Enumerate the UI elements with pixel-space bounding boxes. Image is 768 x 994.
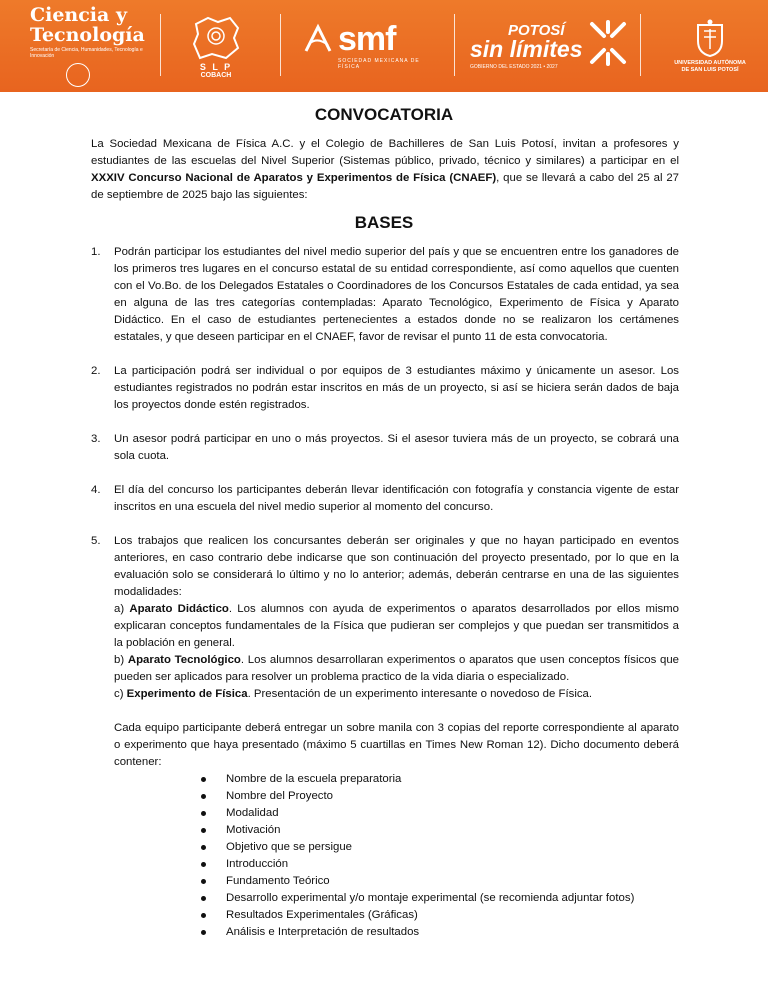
cobach-slp-logo [176, 0, 256, 92]
uaslp-line-1: UNIVERSIDAD AUTÓNOMA [674, 59, 746, 66]
report-paragraph: Cada equipo participante deberá entregar un sobre manila con 3 copias del reporte correspondiente al aparato o experimento que haya presentado (máximo 5 cuartillas en Times New Roman 12). Dicho documento deberá contener: [114, 722, 679, 768]
modality-prefix: b) [114, 654, 128, 666]
slp-map-icon [190, 14, 242, 62]
base-number: 2. [91, 365, 101, 377]
modality-name: Experimento de Física [126, 688, 248, 700]
potosi-text: POTOSÍ [508, 21, 565, 39]
list-item [226, 822, 679, 839]
modality-text: . Presentación de un experimento interesante o novedoso de Física. [247, 688, 593, 700]
list-item-text: Nombre del Proyecto [226, 790, 333, 802]
list-item [226, 873, 679, 890]
divider [160, 14, 161, 76]
intro-text-2: , que se llevará a cabo del 25 al 27 de septiembre de 2025 bajo las siguientes: [91, 172, 679, 201]
page-title: CONVOCATORIA [314, 105, 454, 124]
list-item-text: Motivación [226, 824, 281, 836]
list-item [226, 839, 679, 856]
modality-didactico [114, 601, 679, 652]
base-text: Un asesor podrá participar en uno o más proyectos. Si el asesor tuviera más de un proyecto, se cobrará una sola cuota. [114, 433, 679, 462]
bullet-icon [201, 777, 206, 782]
list-item [226, 907, 679, 924]
list-item-text: Nombre de la escuela preparatoria [226, 773, 402, 785]
list-item [226, 805, 679, 822]
base-text: La participación podrá ser individual o por equipos de 3 estudiantes máximo y únicamente un asesor. Los estudiantes registrados no podrán estar inscritos en más de un proyecto, si así se hiciera serán dados de baja los proyectos donde estén registrados. [114, 365, 679, 411]
divider [640, 14, 641, 76]
base-item-2 [91, 363, 679, 414]
intro-paragraph [91, 136, 679, 204]
base-item-4 [91, 482, 679, 516]
ciencia-title-1: Ciencia y [30, 4, 127, 26]
uaslp-line-2: DE SAN LUIS POTOSÍ [681, 66, 739, 73]
ciencia-tecnologia-logo [30, 0, 150, 92]
base-text: El día del concurso los participantes deberán llevar identificación con fotografía y constancia vigente de estar inscritos en una escuela del nivel medio superior al momento del concurso. [114, 484, 679, 513]
modality-prefix: a) [114, 603, 130, 615]
modality-name: Aparato Tecnológico [127, 654, 241, 666]
bases-list [91, 244, 679, 958]
list-item-text: Fundamento Teórico [226, 875, 330, 887]
list-item [226, 890, 679, 907]
list-item [226, 924, 679, 941]
list-item-text: Objetivo que se persigue [226, 841, 353, 853]
list-item [226, 856, 679, 873]
ciencia-subtitle: Secretaría de Ciencia, Humanidades, Tecnología e Innovación [30, 47, 143, 59]
modality-tecnologico [114, 652, 679, 686]
gobierno-text: GOBIERNO DEL ESTADO 2021 • 2027 [470, 63, 558, 70]
sin-limites-text: sin límites [470, 35, 583, 62]
base-number: 5. [91, 535, 101, 547]
bullet-icon [201, 913, 206, 918]
modality-text: . Los alumnos con ayuda de experimentos o aparatos desarrollados por ellos mismo explicaran conceptos fundamentales de la Física que pudieran ser complejos y que puedan ser transmitidos a la población en general. [114, 603, 680, 649]
modality-text: . Los alumnos desarrollaran experimentos o aparatos que usen conceptos físicos que pueden ser aplicados para resolver un problema practico de la vida diaria o especializado. [114, 654, 680, 683]
list-item-text: Análisis e Interpretación de resultados [226, 926, 420, 938]
bullet-icon [201, 879, 206, 884]
smf-logo [302, 0, 432, 92]
base-item-1 [91, 244, 679, 346]
intro-text-1: La Sociedad Mexicana de Física A.C. y el Colegio de Bachilleres de San Luis Potosí, invitan a profesores y estudiantes de las escuelas del Nivel Superior (Sistemas público, privado, técnico y similares) a participar en el [91, 138, 679, 167]
bases-heading: BASES [354, 213, 414, 232]
slp-text: S L P [199, 61, 233, 72]
divider [454, 14, 455, 76]
uaslp-crest-icon [695, 19, 725, 57]
header-banner [0, 0, 768, 92]
base-item-5 [91, 533, 679, 941]
report-contents-list [114, 771, 679, 941]
bullet-icon [201, 930, 206, 935]
base-number: 3. [91, 433, 101, 445]
ciencia-title-2: Tecnología [30, 24, 145, 46]
bullet-icon [201, 794, 206, 799]
mexico-seal-icon [66, 63, 90, 87]
bullet-icon [201, 811, 206, 816]
divider [280, 14, 281, 76]
bullet-icon [201, 896, 206, 901]
base-text: Podrán participar los estudiantes del nivel medio superior del país y que se encuentren entre los ganadores de los primeros tres lugares en el concurso estatal de su entidad correspondiente, así como aquellos que cuenten con el Vo.Bo. de los Delegados Estatales o Coordinadores de los Concursos Estatales de cada entidad, ya sea en alguna de las tres categorías contempladas: Aparato Tecnológico, Experimento de Física y Aparato Didáctico. En el caso de estudiantes pertenecientes a estados donde no se realizaron los certámenes estatales, y que deseen participar en el CNAEF, favor de revisar el punto 11 de esta convocatoria. [114, 246, 679, 343]
list-item-text: Introducción [226, 858, 289, 870]
list-item [226, 771, 679, 788]
modality-prefix: c) [114, 688, 127, 700]
list-item [226, 788, 679, 805]
bullet-icon [201, 845, 206, 850]
smf-text: smf [338, 20, 396, 58]
bullet-icon [201, 862, 206, 867]
list-item-text: Desarrollo experimental y/o montaje experimental (se recomienda adjuntar fotos) [226, 892, 635, 904]
uaslp-logo [660, 0, 760, 92]
bullet-icon [201, 828, 206, 833]
list-item-text: Resultados Experimentales (Gráficas) [226, 909, 418, 921]
modality-experimento [114, 686, 679, 703]
contest-name: XXXIV Concurso Nacional de Aparatos y Experimentos de Física (CNAEF) [91, 172, 497, 184]
base-text: Los trabajos que realicen los concursantes deberán ser originales y que no hayan participado en eventos anteriores, en caso contrario debe indicarse que son continuación del proyecto presentado, por lo que en la evaluación solo se considerará lo último y no lo anterior; además, deberán centrarse en una de las siguientes modalidades: [114, 535, 679, 598]
base-number: 4. [91, 484, 101, 496]
cobach-text: COBACH [200, 71, 232, 79]
modality-name: Aparato Didáctico [129, 603, 229, 615]
potosi-x-icon [588, 20, 628, 66]
smf-subtitle: SOCIEDAD MEXICANA DE FÍSICA [338, 58, 420, 70]
base-number: 1. [91, 246, 101, 258]
potosi-logo [470, 0, 610, 92]
base-item-3 [91, 431, 679, 465]
smf-mark-icon [302, 23, 334, 55]
list-item-text: Modalidad [226, 807, 279, 819]
